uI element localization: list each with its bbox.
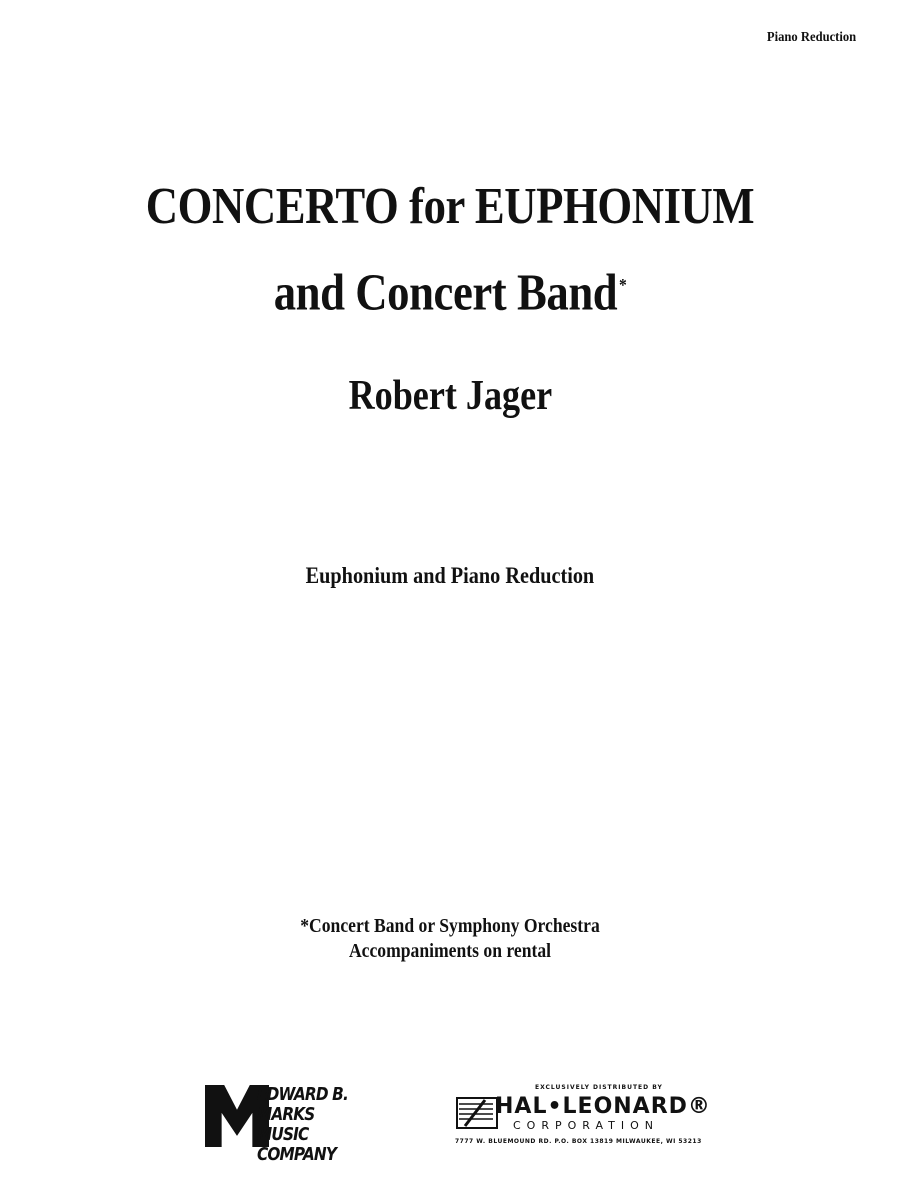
title-line-2-text: and Concert Band bbox=[273, 264, 618, 322]
composer-name: Robert Jager bbox=[348, 373, 552, 419]
footnote-line-1: *Concert Band or Symphony Orchestra bbox=[300, 915, 600, 937]
footnote-marker: * bbox=[618, 275, 627, 295]
edition-subtitle: Euphonium and Piano Reduction bbox=[305, 563, 595, 588]
distributor-name: HAL•LEONARD® bbox=[495, 1094, 711, 1119]
edition-label: Piano Reduction bbox=[766, 30, 856, 45]
footnote-line-2: Accompaniments on rental bbox=[348, 940, 552, 962]
rental-footnote bbox=[0, 914, 900, 964]
work-title bbox=[0, 168, 900, 332]
distributor-tagline: EXCLUSIVELY DISTRIBUTED BY bbox=[535, 1084, 663, 1091]
title-line-2 bbox=[63, 246, 837, 332]
edward-b-marks-logo bbox=[205, 1084, 365, 1165]
marks-logo-text: EDWARD B. MARKS MUSIC COMPANY bbox=[257, 1084, 348, 1165]
hal-leonard-logo bbox=[455, 1084, 735, 1154]
distributor-corporation: CORPORATION bbox=[513, 1119, 659, 1132]
distributor-address: 7777 W. BLUEMOUND RD. P.O. BOX 13819 MILWAUKEE, WI 53213 bbox=[455, 1138, 702, 1145]
title-line-1: CONCERTO for EUPHONIUM bbox=[145, 178, 755, 235]
